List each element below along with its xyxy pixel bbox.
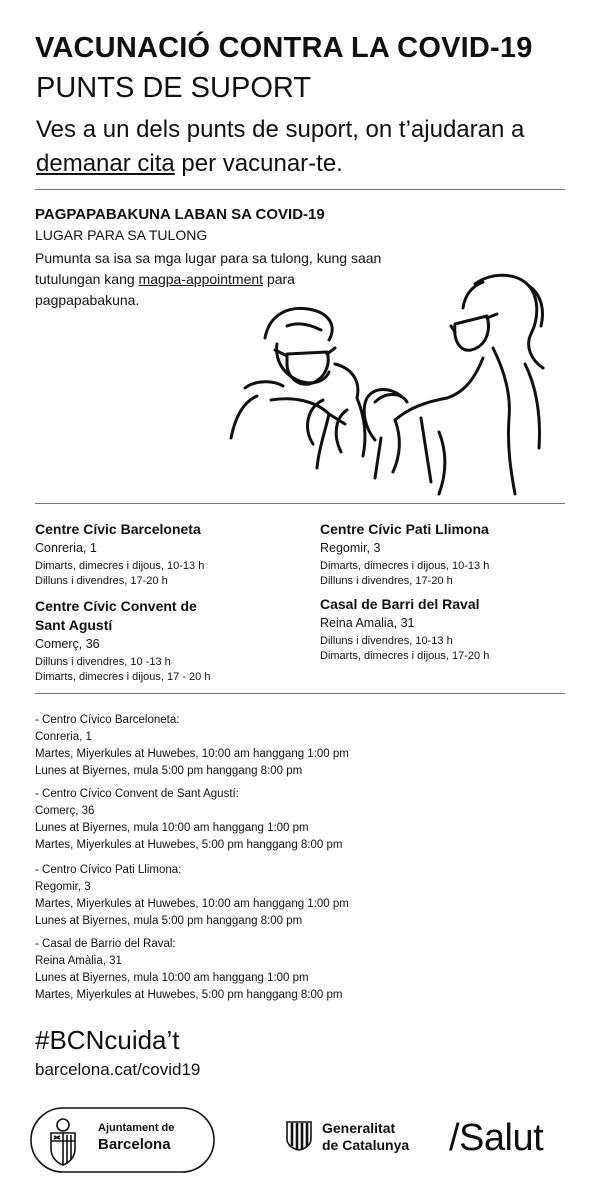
tagalog-venue-schedule-line: Martes, Miyerkules at Huwebes, 5:00 pm hanggang 8:00 pm bbox=[35, 839, 343, 851]
venue-schedule-line: Dimarts, dimecres i dijous, 10-13 h bbox=[35, 560, 205, 572]
venue-schedule-line: Dilluns i divendres, 10 -13 h bbox=[35, 656, 171, 668]
venue-card bbox=[320, 520, 570, 589]
tagalog-venue-schedule-line: Lunes at Biyernes, mula 5:00 pm hanggang 8:00 pm bbox=[35, 915, 303, 927]
divider-venues bbox=[35, 693, 565, 694]
tagalog-venue-address: Comerç, 36 bbox=[35, 805, 95, 817]
tagalog-venue-schedule-line: Lunes at Biyernes, mula 5:00 pm hanggang 8:00 pm bbox=[35, 765, 303, 777]
venue-card bbox=[35, 597, 285, 685]
venue-schedule-line: Dimarts, dimecres i dijous, 17 - 20 h bbox=[35, 671, 211, 683]
generalitat-logo bbox=[322, 1120, 409, 1154]
tagalog-text-end: para pagpapabakuna. bbox=[35, 271, 295, 308]
tagalog-venue-schedule-line: Lunes at Biyernes, mula 10:00 am hanggang 1:00 pm bbox=[35, 822, 309, 834]
book-appointment-link[interactable]: demanar cita bbox=[36, 150, 175, 177]
venue-card bbox=[35, 520, 285, 589]
page-subtitle: PUNTS DE SUPORT bbox=[36, 72, 312, 104]
intro-text bbox=[36, 113, 576, 181]
divider-top bbox=[35, 189, 565, 190]
tagalog-title: PAGPAPABAKUNA LABAN SA COVID-19 bbox=[35, 206, 325, 223]
barcelona-shield-icon bbox=[51, 1119, 75, 1165]
gen-logo-line2: de Catalunya bbox=[322, 1137, 410, 1153]
tagalog-venue-name: - Centro Cívico Convent de Sant Agustí: bbox=[35, 788, 239, 800]
tagalog-appointment-link[interactable]: magpa-appointment bbox=[138, 271, 264, 287]
venue-name: Centre Cívic Convent de Sant Agustí bbox=[35, 598, 197, 633]
tagalog-venue-name: - Centro Cívico Barceloneta: bbox=[35, 714, 180, 726]
tagalog-venue bbox=[35, 862, 565, 930]
tagalog-venue-address: Conreria, 1 bbox=[35, 731, 92, 743]
tagalog-venue-schedule-line: Martes, Miyerkules at Huwebes, 10:00 am hanggang 1:00 pm bbox=[35, 898, 349, 910]
venue-card bbox=[320, 595, 570, 664]
vaccination-illustration bbox=[225, 268, 565, 500]
venue-schedule-line: Dilluns i divendres, 17-20 h bbox=[35, 575, 168, 587]
venue-schedule-line: Dilluns i divendres, 17-20 h bbox=[320, 575, 453, 587]
tagalog-venue-schedule-line: Lunes at Biyernes, mula 10:00 am hanggang 1:00 pm bbox=[35, 972, 309, 984]
ajuntament-barcelona-logo bbox=[98, 1122, 174, 1154]
venue-schedule-line: Dilluns i divendres, 10-13 h bbox=[320, 635, 453, 647]
venue-name: Centre Cívic Pati Llimona bbox=[320, 521, 489, 537]
venue-schedule-line: Dimarts, dimecres i dijous, 17-20 h bbox=[320, 650, 490, 662]
tagalog-text-start: Pumunta sa isa sa mga lugar para sa tulong, kung saan tutulungan kang bbox=[35, 250, 382, 287]
bcn-logo-line1: Ajuntament de bbox=[98, 1122, 175, 1134]
tagalog-subtitle: LUGAR PARA SA TULONG bbox=[35, 227, 208, 243]
venue-address: Conreria, 1 bbox=[35, 541, 97, 555]
hashtag: #BCNcuida’t bbox=[35, 1025, 180, 1055]
venue-address: Comerç, 36 bbox=[35, 637, 100, 651]
salut-logo: /Salut bbox=[449, 1117, 544, 1159]
venue-name: Casal de Barri del Raval bbox=[320, 596, 480, 612]
tagalog-venue-name: - Centro Cívico Pati Llimona: bbox=[35, 864, 182, 876]
page-title: VACUNACIÓ CONTRA LA COVID-19 bbox=[35, 32, 533, 64]
tagalog-venue-schedule-line: Martes, Miyerkules at Huwebes, 5:00 pm hanggang 8:00 pm bbox=[35, 989, 343, 1001]
bcn-logo-line2: Barcelona bbox=[98, 1136, 171, 1153]
tagalog-venue bbox=[35, 712, 565, 780]
tagalog-venue-schedule-line: Martes, Miyerkules at Huwebes, 10:00 am hanggang 1:00 pm bbox=[35, 748, 349, 760]
venue-schedule-line: Dimarts, dimecres i dijous, 10-13 h bbox=[320, 560, 490, 572]
venue-name: Centre Cívic Barceloneta bbox=[35, 521, 201, 537]
venue-address: Reina Amalia, 31 bbox=[320, 616, 415, 630]
tagalog-venue-name: - Casal de Barrio del Raval: bbox=[35, 938, 176, 950]
tagalog-venue bbox=[35, 936, 565, 1004]
intro-text-end: per vacunar-te. bbox=[174, 150, 343, 177]
website-link[interactable]: barcelona.cat/covid19 bbox=[35, 1060, 201, 1079]
tagalog-venue-address: Regomir, 3 bbox=[35, 881, 91, 893]
gen-logo-line1: Generalitat bbox=[322, 1120, 396, 1136]
tagalog-venue-address: Reina Amàlia, 31 bbox=[35, 955, 122, 967]
venue-address: Regomir, 3 bbox=[320, 541, 381, 555]
tagalog-venue bbox=[35, 786, 565, 854]
divider-illustration bbox=[35, 503, 565, 504]
intro-text-start: Ves a un dels punts de suport, on t’ajudaran a bbox=[36, 116, 525, 143]
generalitat-emblem-icon bbox=[285, 1119, 313, 1151]
